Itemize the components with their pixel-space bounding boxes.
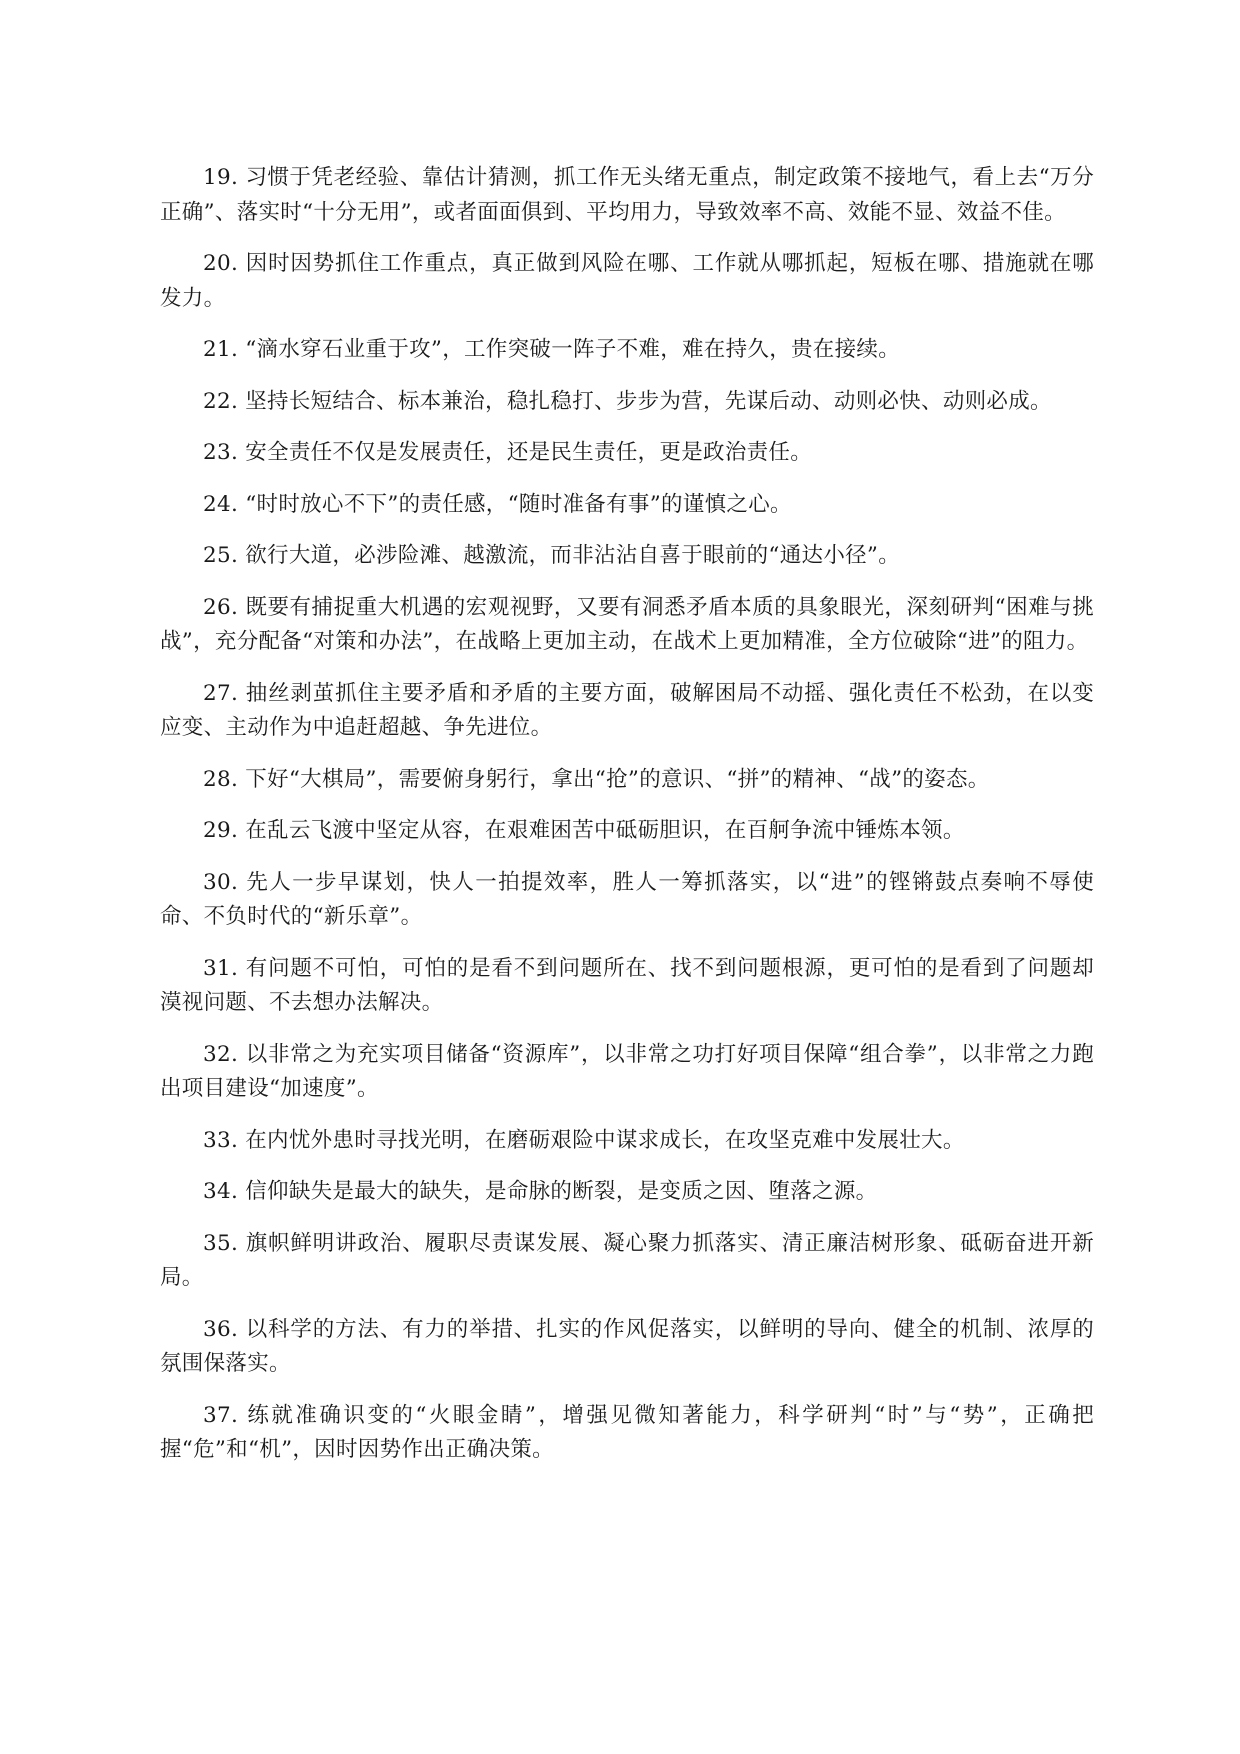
paragraph-22: 22. 坚持长短结合、标本兼治，稳扎稳打、步步为营，先谋后动、动则必快、动则必成。 bbox=[203, 388, 1052, 414]
paragraph-24: 24. “时时放心不下”的责任感，“随时准备有事”的谨慎之心。 bbox=[203, 491, 792, 517]
paragraph-34: 34. 信仰缺失是最大的缺失，是命脉的断裂，是变质之因、堕落之源。 bbox=[203, 1179, 878, 1204]
paragraph-23: 23. 安全责任不仅是发展责任，还是民生责任，更是政治责任。 bbox=[203, 440, 813, 465]
paragraph-37: 37. 练就准确识变的“火眼金睛”，增强见微知著能力，科学研判“时”与“势”，正确把握“危”和“机”，因时因势作出正确决策。 bbox=[160, 1402, 1094, 1462]
paragraph-30: 30. 先人一步早谋划，快人一拍提效率，胜人一筹抓落实，以“进”的铿锵鼓点奏响不辱使命、不负时代的“新乐章”。 bbox=[160, 869, 1094, 929]
paragraph-26: 26. 既要有捕捉重大机遇的宏观视野，又要有洞悉矛盾本质的具象眼光，深刻研判“困难与挑战”，充分配备“对策和办法”，在战略上更加主动，在战术上更加精准，全方位破除“进”的阻力。 bbox=[160, 594, 1094, 654]
paragraph-29: 29. 在乱云飞渡中坚定从容，在艰难困苦中砥砺胆识，在百舸争流中锤炼本领。 bbox=[203, 818, 965, 843]
paragraph-25: 25. 欲行大道，必涉险滩、越激流，而非沾沾自喜于眼前的“通达小径”。 bbox=[203, 543, 901, 568]
paragraph-33: 33. 在内忧外患时寻找光明，在磨砺艰险中谋求成长，在攻坚克难中发展壮大。 bbox=[203, 1127, 965, 1153]
document-body bbox=[160, 161, 1094, 1485]
paragraph-28: 28. 下好“大棋局”，需要俯身躬行，拿出“抢”的意识、“拼”的精神、“战”的姿态。 bbox=[203, 766, 990, 792]
paragraph-19: 19. 习惯于凭老经验、靠估计猜测，抓工作无头绪无重点，制定政策不接地气，看上去“万分正确”、落实时“十分无用”，或者面面俱到、平均用力，导致效率不高、效能不显、效益不佳。 bbox=[160, 165, 1094, 225]
paragraph-20: 20. 因时因势抓住工作重点，真正做到风险在哪、工作就从哪抓起，短板在哪、措施就在哪发力。 bbox=[160, 251, 1094, 311]
paragraph-32: 32. 以非常之为充实项目储备“资源库”，以非常之功打好项目保障“组合拳”，以非常之力跑出项目建设“加速度”。 bbox=[160, 1041, 1094, 1101]
paragraph-36: 36. 以科学的方法、有力的举措、扎实的作风促落实，以鲜明的导向、健全的机制、浓厚的氛围保落实。 bbox=[160, 1316, 1094, 1376]
paragraph-27: 27. 抽丝剥茧抓住主要矛盾和矛盾的主要方面，破解困局不动摇、强化责任不松劲，在以变应变、主动作为中追赶超越、争先进位。 bbox=[160, 680, 1094, 740]
paragraph-35: 35. 旗帜鲜明讲政治、履职尽责谋发展、凝心聚力抓落实、清正廉洁树形象、砥砺奋进开新局。 bbox=[160, 1230, 1094, 1290]
paragraph-21: 21. “滴水穿石业重于攻”，工作突破一阵子不难，难在持久，贵在接续。 bbox=[203, 337, 901, 362]
paragraph-31: 31. 有问题不可怕，可怕的是看不到问题所在、找不到问题根源，更可怕的是看到了问题却漠视问题、不去想办法解决。 bbox=[160, 955, 1094, 1015]
